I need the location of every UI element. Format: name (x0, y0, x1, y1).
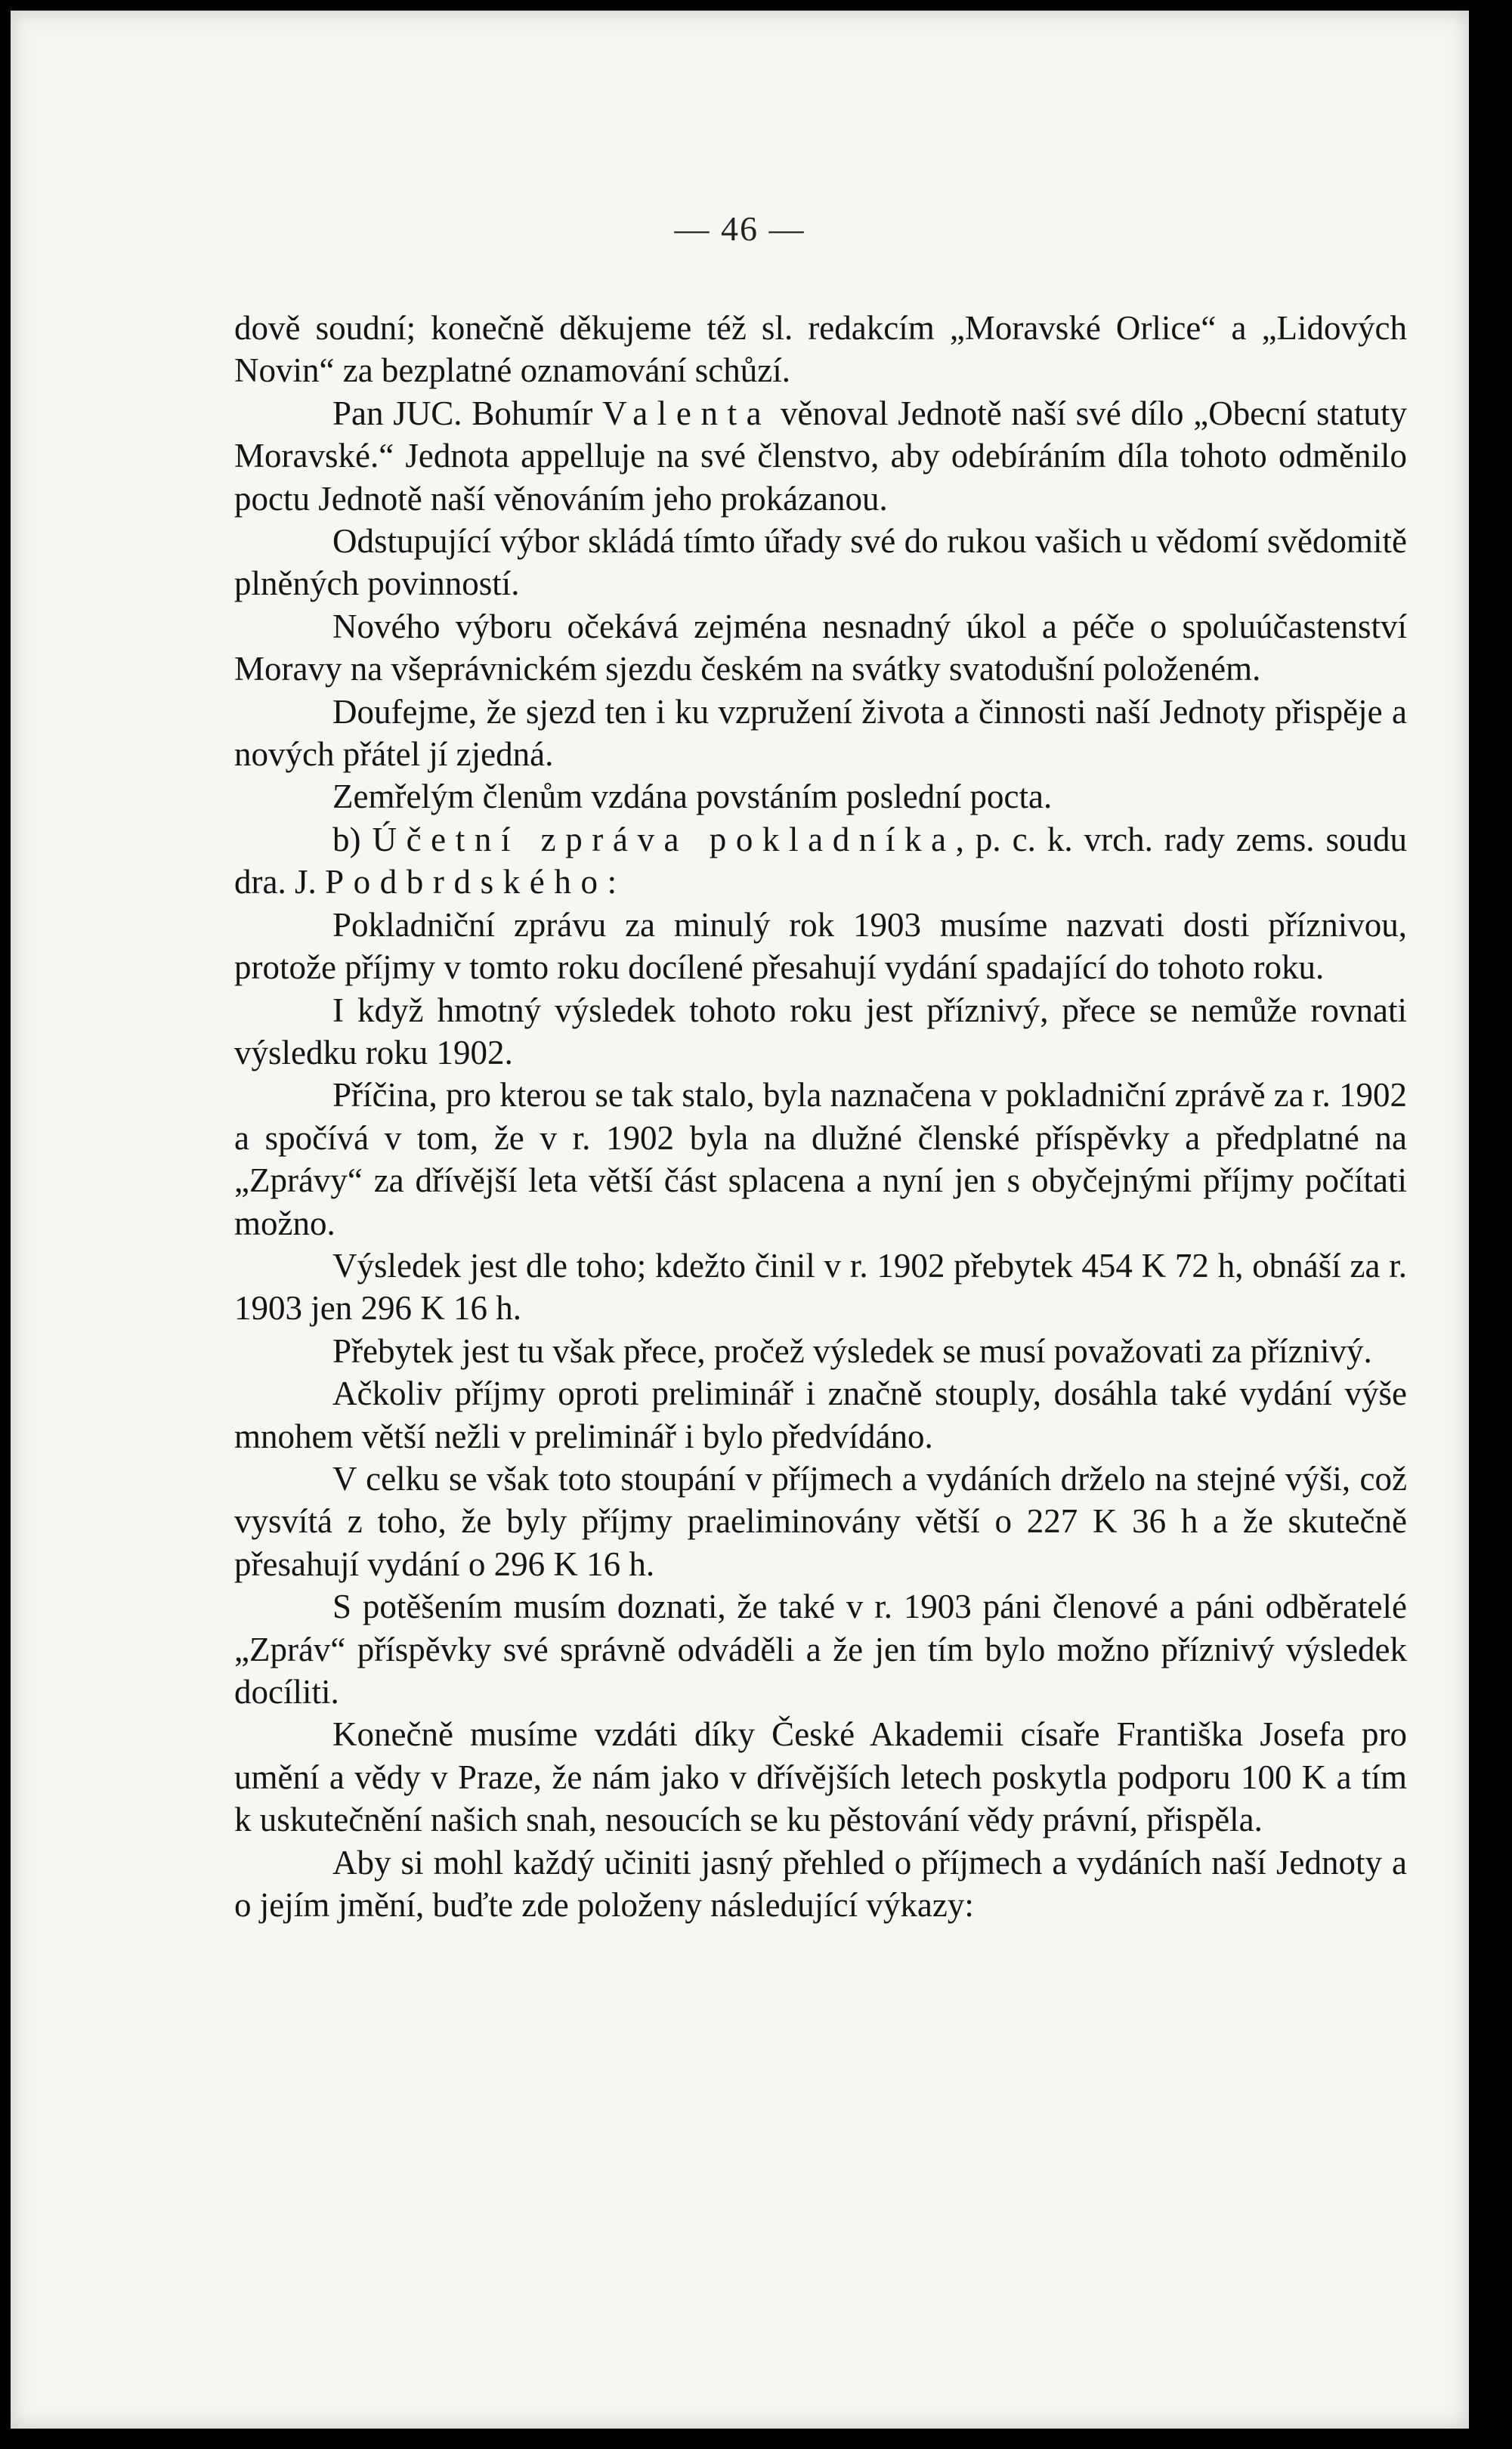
paragraph: b) Účetní zpráva pokladníka, p. c. k. vrch. rady zems. soudu dra. J. Podbrdského: (234, 820, 1407, 901)
paragraph: S potěšením musím doznati, že také v r. 1903 páni členové a páni odběratelé „Zpráv“ příspěvky své správně odváděli a že jen tím bylo možno příznivý výsledek docíliti. (234, 1588, 1407, 1711)
paragraph: Konečně musíme vzdáti díky České Akademii císaře Františka Josefa pro umění a vědy v Praze, že nám jako v dřívějších letech poskytla podporu 100 K a tím k uskutečnění našich snah, nesoucích se ku pěstování vědy právní, přispěla. (234, 1715, 1407, 1839)
paragraph: Zemřelým členům vzdána povstáním poslední pocta. (332, 778, 1053, 816)
body-text (234, 307, 1407, 1926)
paragraph: V celku se však toto stoupání v příjmech a vydáních drželo na stejné výši, což vysvítá z toho, že byly příjmy praeliminovány větší o 227 K 36 h a že skutečně přesahují vydání o 296 K 16 h. (234, 1459, 1407, 1583)
paragraph: Doufejme, že sjezd ten i ku vzpružení života a činnosti naší Jednoty přispěje a nových přátel jí zjedná. (234, 692, 1407, 774)
spaced-emphasis: Účetní zpráva pokladníka (372, 820, 956, 858)
paragraph: Výsledek jest dle toho; kdežto činil v r. 1902 přebytek 454 K 72 h, obnáší za r. 1903 jen 296 K 16 h. (234, 1246, 1407, 1328)
paragraph: Odstupující výbor skládá tímto úřady své do rukou vašich u vědomí svědomitě plněných povinností. (234, 522, 1407, 603)
paragraph: Příčina, pro kterou se tak stalo, byla naznačena v pokladniční zprávě za r. 1902 a spočívá v tom, že v r. 1902 byla na dlužné členské příspěvky a předplatné na „Zprávy“ za dřívější leta větší část splacena a nyní jen s obyčejnými příjmy počítati možno. (234, 1076, 1407, 1242)
spaced-emphasis: Valenta (602, 394, 771, 432)
paragraph: I když hmotný výsledek tohoto roku jest příznivý, přece se nemůže rovnati výsledku roku 1902. (234, 991, 1407, 1071)
paragraph: Pan JUC. Bohumír Valenta věnoval Jednotě naší své dílo „Obecní statuty Moravské.“ Jednota appelluje na své členstvo, aby odebíráním díla tohoto odměnilo poctu Jednotě naší věnováním jeho prokázanou. (234, 394, 1407, 518)
paragraph: Přebytek jest tu však přece, pročež výsledek se musí považovati za příznivý. (332, 1331, 1372, 1370)
page-number: — 46 — (674, 209, 805, 248)
book-page (11, 11, 1469, 2429)
paragraph: Pokladniční zprávu za minulý rok 1903 musíme nazvati dosti příznivou, protože příjmy v tomto roku docílené přesahují vydání spadající do tohoto roku. (234, 905, 1407, 987)
spaced-emphasis: Podbrdského (324, 863, 608, 901)
paragraph: Nového výboru očekává zejména nesnadný úkol a péče o spoluúčastenství Moravy na všeprávnickém sjezdu českém na svátky svatodušní položeném. (234, 607, 1407, 688)
paragraph: Aby si mohl každý učiniti jasný přehled o příjmech a vydáních naší Jednoty a o jejím jmění, buďte zde položeny následující výkazy: (234, 1843, 1407, 1925)
paragraph: dově soudní; konečně děkujeme též sl. redakcím „Moravské Orlice“ a „Lidových Novin“ za bezplatné oznamování schůzí. (234, 309, 1407, 390)
paragraph: Ačkoliv příjmy oproti preliminář i značně stouply, dosáhla také vydání výše mnohem větší nežli v preliminář i bylo předvídáno. (234, 1374, 1407, 1455)
